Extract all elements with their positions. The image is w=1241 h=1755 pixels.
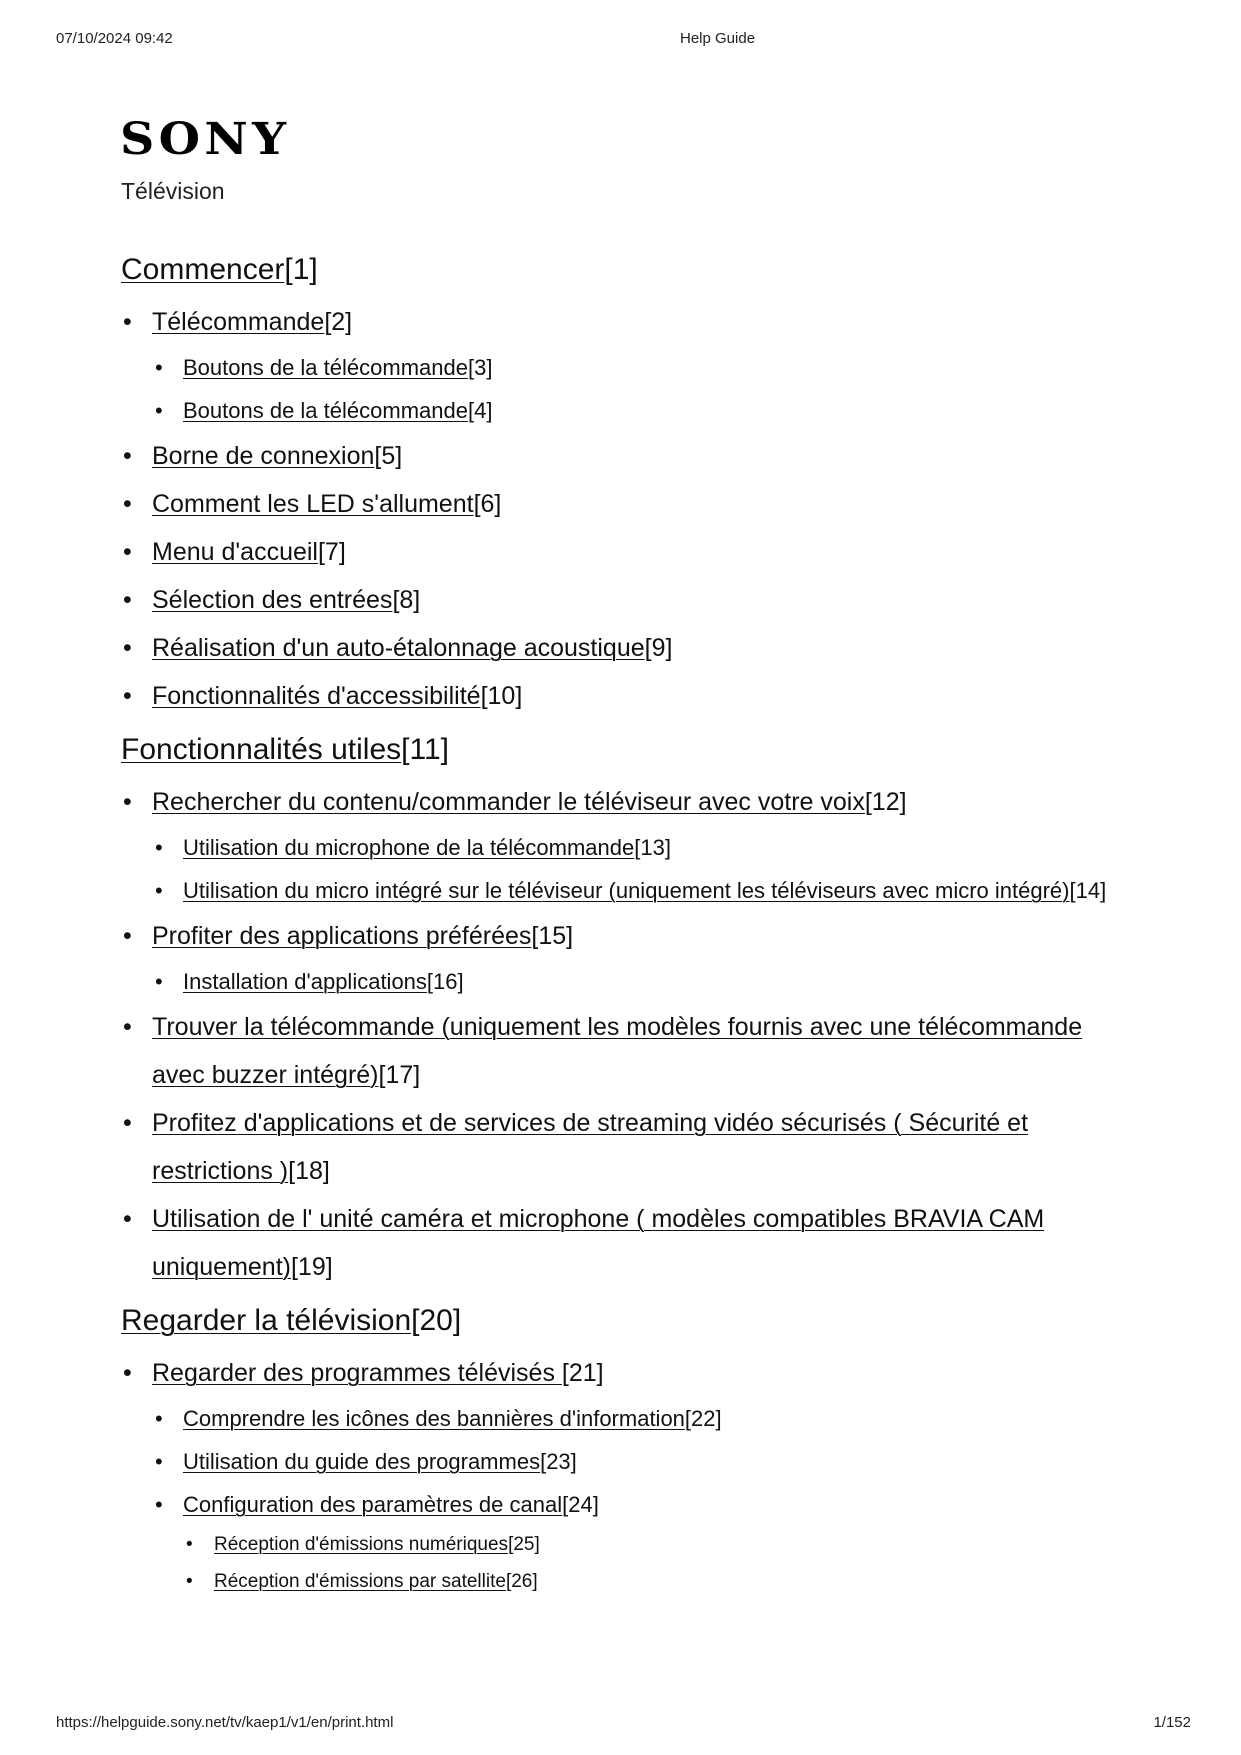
- ref-number: [3]: [467, 355, 493, 380]
- ref-number: [18]: [288, 1157, 330, 1185]
- ref-number: [13]: [634, 835, 671, 860]
- toc-link[interactable]: Utilisation de l' unité caméra et microphone ( modèles compatibles BRAVIA CAM uniquement): [152, 1205, 1045, 1281]
- toc-link[interactable]: Configuration des paramètres de canal: [183, 1492, 563, 1517]
- ref-number: [10]: [480, 682, 523, 710]
- sub-list: [152, 960, 1131, 1003]
- print-header-title: Help Guide: [680, 30, 756, 47]
- section-heading: [121, 732, 1131, 768]
- toc-link[interactable]: Utilisation du guide des programmes: [183, 1449, 541, 1474]
- list-item: [152, 1440, 1131, 1483]
- toc-link[interactable]: Rechercher du contenu/commander le téléviseur avec votre voix: [152, 788, 865, 816]
- ref-number: [14]: [1069, 878, 1107, 903]
- ref-number: [11]: [401, 733, 449, 766]
- list-item: [121, 528, 1131, 576]
- list-item: [121, 432, 1131, 480]
- list-item: [152, 1483, 1131, 1600]
- product-subtitle: Télévision: [121, 178, 225, 204]
- ref-number: [25]: [508, 1534, 540, 1555]
- list-item: [121, 778, 1131, 912]
- toc-link[interactable]: Utilisation du micro intégré sur le téléviseur (uniquement les téléviseurs avec micro intégré): [183, 878, 1070, 903]
- ref-number: [7]: [317, 538, 346, 566]
- ref-number: [17]: [378, 1061, 421, 1089]
- sub-list: [152, 346, 1131, 432]
- ref-number: [5]: [374, 442, 403, 470]
- list-item: [152, 826, 1131, 869]
- list-item: [121, 480, 1131, 528]
- toc-link[interactable]: Utilisation du microphone de la télécommande: [183, 835, 635, 860]
- toc-link[interactable]: Télécommande: [152, 308, 325, 336]
- toc-link[interactable]: Sélection des entrées: [152, 586, 393, 614]
- toc-link[interactable]: Boutons de la télécommande: [183, 355, 468, 380]
- list-item: [152, 346, 1131, 389]
- section-list: [121, 1349, 1131, 1600]
- ref-number: [26]: [505, 1571, 538, 1592]
- section-heading: [121, 1303, 1131, 1339]
- list-item: [121, 672, 1131, 720]
- ref-number: [8]: [392, 586, 421, 614]
- toc-link[interactable]: Comment les LED s'allument: [152, 490, 474, 518]
- ref-number: [1]: [284, 253, 318, 286]
- list-item: [121, 1003, 1131, 1099]
- ref-number: [21]: [561, 1359, 604, 1387]
- ref-number: [20]: [411, 1304, 462, 1337]
- section-list: [121, 778, 1131, 1291]
- toc-link[interactable]: Installation d'applications: [183, 969, 427, 994]
- ref-number: [19]: [290, 1253, 333, 1281]
- toc-link[interactable]: Réception d'émissions par satellite: [214, 1571, 506, 1592]
- section-link[interactable]: Fonctionnalités utiles: [121, 733, 402, 766]
- table-of-contents: [121, 252, 1131, 1600]
- toc-link[interactable]: Trouver la télécommande (uniquement les modèles fournis avec une télécommande avec buzzer intégré): [152, 1013, 1083, 1089]
- list-item: [121, 912, 1131, 1003]
- list-item: [121, 1349, 1131, 1600]
- toc-link[interactable]: Profitez d'applications et de services de streaming vidéo sécurisés ( Sécurité et restrictions ): [152, 1109, 1029, 1185]
- list-item: [152, 389, 1131, 432]
- list-item: [152, 1397, 1131, 1440]
- toc-link[interactable]: Comprendre les icônes des bannières d'information: [183, 1406, 685, 1431]
- ref-number: [23]: [540, 1449, 577, 1474]
- list-item: [121, 576, 1131, 624]
- section-link[interactable]: Commencer: [121, 253, 285, 286]
- ref-number: [22]: [684, 1406, 722, 1431]
- toc-link[interactable]: Menu d'accueil: [152, 538, 318, 566]
- toc-link[interactable]: Fonctionnalités d'accessibilité: [152, 682, 481, 710]
- sony-logo: SONY: [120, 114, 291, 165]
- ref-number: [4]: [467, 398, 493, 423]
- sub-list: [152, 1397, 1131, 1600]
- ref-number: [12]: [864, 788, 907, 816]
- toc-link[interactable]: Profiter des applications préférées: [152, 922, 532, 950]
- toc-link[interactable]: Borne de connexion: [152, 442, 375, 470]
- sub-sub-list: [183, 1526, 1131, 1600]
- list-item: [121, 298, 1131, 432]
- toc-link[interactable]: Réception d'émissions numériques: [214, 1534, 509, 1555]
- list-item: [152, 869, 1131, 912]
- ref-number: [24]: [562, 1492, 599, 1517]
- ref-number: [16]: [426, 969, 464, 994]
- toc-link[interactable]: Regarder des programmes télévisés: [152, 1359, 562, 1387]
- toc-link[interactable]: Boutons de la télécommande: [183, 398, 468, 423]
- ref-number: [9]: [644, 634, 673, 662]
- ref-number: [15]: [531, 922, 574, 950]
- section-heading: [121, 252, 1131, 288]
- section-link[interactable]: Regarder la télévision: [121, 1304, 412, 1337]
- list-item: [121, 1195, 1131, 1291]
- list-item: [121, 1099, 1131, 1195]
- print-footer-url: https://helpguide.sony.net/tv/kaep1/v1/en/print.html: [56, 1714, 394, 1731]
- print-datetime: 07/10/2024 09:42: [56, 30, 173, 47]
- list-item: [183, 1563, 1131, 1600]
- section-list: [121, 298, 1131, 720]
- list-item: [152, 960, 1131, 1003]
- ref-number: [2]: [324, 308, 353, 336]
- list-item: [121, 624, 1131, 672]
- ref-number: [6]: [473, 490, 502, 518]
- page-number: 1/152: [1153, 1714, 1191, 1731]
- toc-link[interactable]: Réalisation d'un auto-étalonnage acoustique: [152, 634, 645, 662]
- list-item: [183, 1526, 1131, 1563]
- sub-list: [152, 826, 1131, 912]
